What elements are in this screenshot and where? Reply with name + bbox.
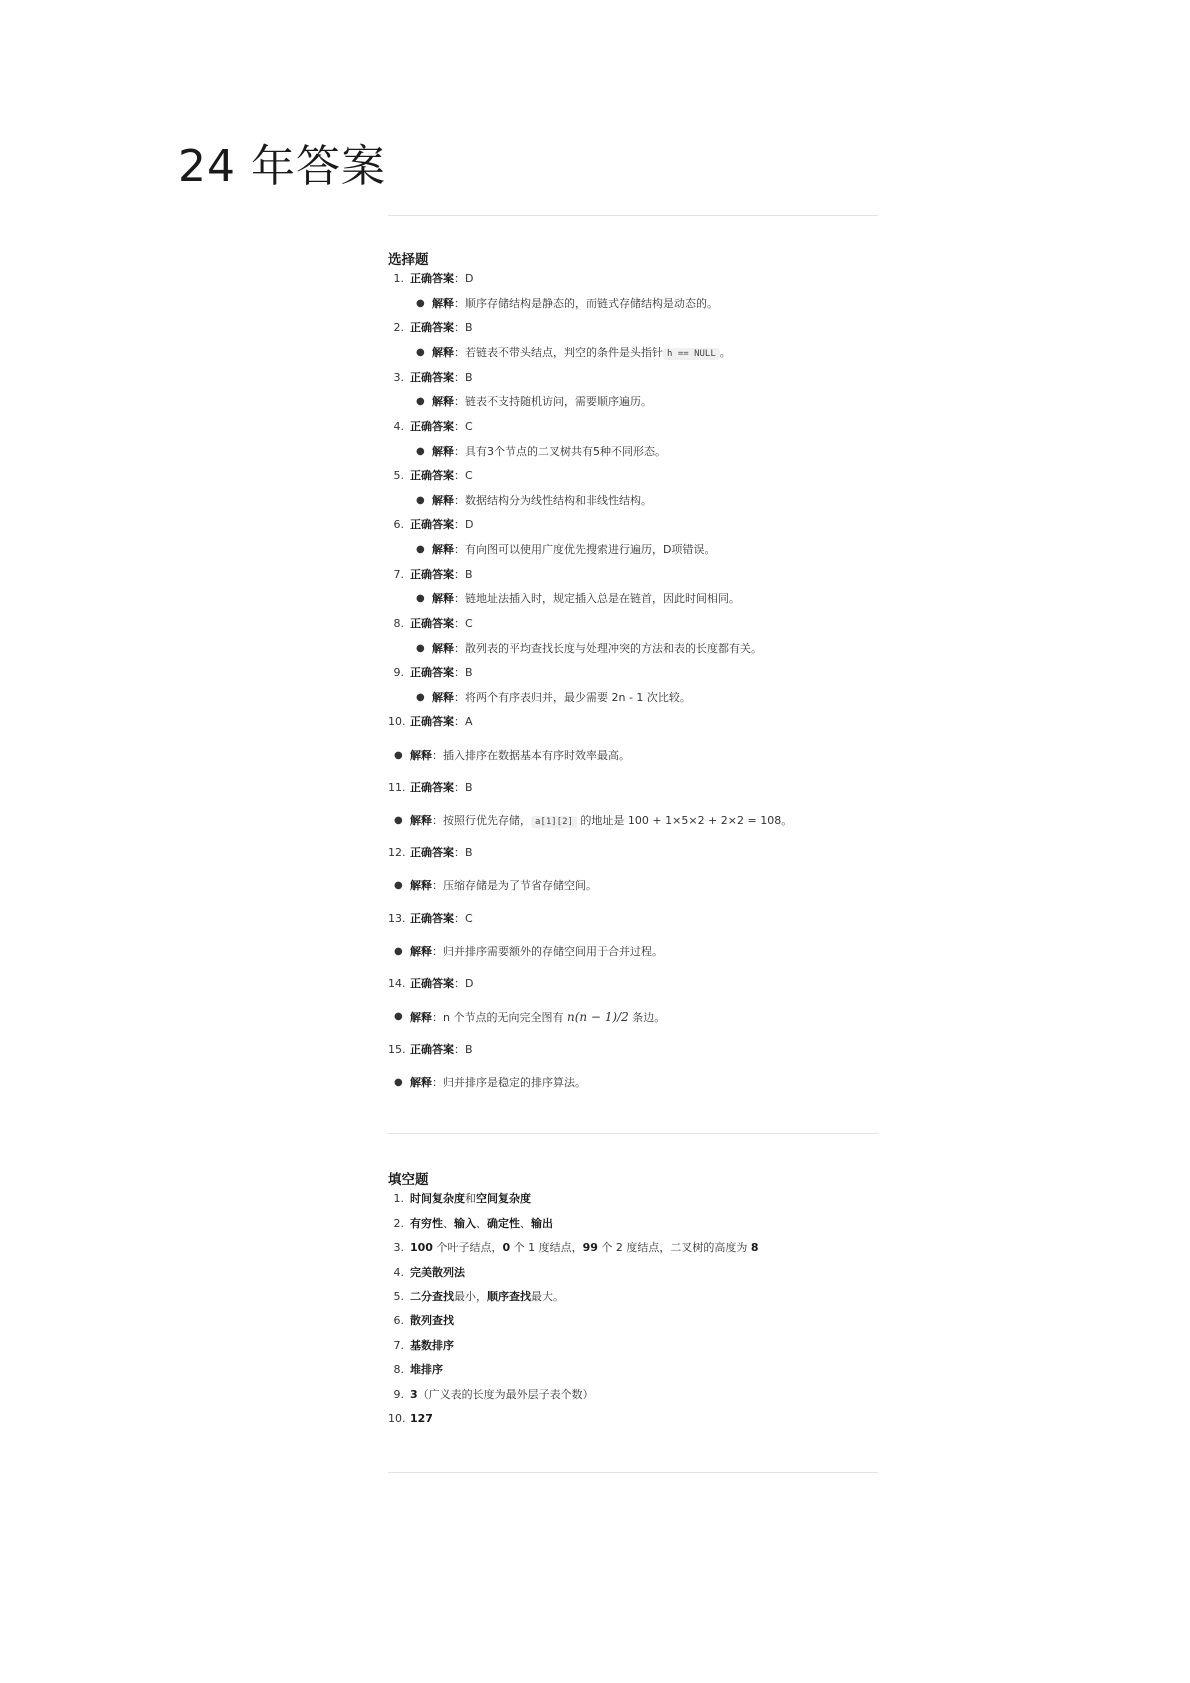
explain-text: 压缩存储是为了节省存储空间。 bbox=[443, 879, 597, 892]
label-separator: ： bbox=[432, 814, 443, 827]
label-separator: ： bbox=[454, 617, 465, 630]
answer-value: D bbox=[465, 977, 474, 990]
label-separator: ： bbox=[454, 494, 465, 507]
choice-answer bbox=[410, 781, 473, 795]
choice-explain bbox=[432, 691, 691, 705]
answer-label: 正确答案 bbox=[410, 617, 454, 630]
fill-answer bbox=[410, 1314, 454, 1328]
explain-text: 插入排序在数据基本有序时效率最高。 bbox=[443, 749, 630, 762]
choice-answer bbox=[410, 977, 473, 991]
label-separator: ： bbox=[454, 1043, 465, 1056]
choice-answer bbox=[410, 1043, 473, 1057]
label-separator: ： bbox=[454, 592, 465, 605]
fill-text: 和 bbox=[465, 1192, 476, 1205]
choice-answer bbox=[410, 617, 473, 631]
explain-text: 顺序存储结构是静态的，而链式存储结构是动态的。 bbox=[465, 297, 718, 310]
fill-answer bbox=[410, 1412, 433, 1426]
fill-keyword: 时间复杂度 bbox=[410, 1192, 465, 1205]
choice-answer bbox=[410, 715, 473, 729]
fill-number: 2. bbox=[393, 1217, 404, 1230]
explain-label: 解释 bbox=[432, 543, 454, 556]
choice-number: 11. bbox=[388, 781, 406, 794]
answer-label: 正确答案 bbox=[410, 977, 454, 990]
choice-number: 9. bbox=[393, 666, 404, 679]
fill-text: 、 bbox=[476, 1217, 487, 1230]
explain-text: 若链表不带头结点，判空的条件是头指针 bbox=[465, 346, 663, 359]
choice-number: 13. bbox=[388, 912, 406, 925]
choice-explain bbox=[432, 592, 740, 606]
label-separator: ： bbox=[454, 469, 465, 482]
label-separator: ： bbox=[454, 977, 465, 990]
label-separator: ： bbox=[454, 912, 465, 925]
fill-number: 5. bbox=[393, 1290, 404, 1303]
bullet-dot: ● bbox=[416, 593, 425, 604]
explain-label: 解释 bbox=[410, 1076, 432, 1089]
fill-keyword: 99 bbox=[582, 1241, 598, 1254]
explain-label: 解释 bbox=[432, 691, 454, 704]
answer-value: A bbox=[465, 715, 473, 728]
explain-text: 。 bbox=[719, 346, 731, 359]
explain-label: 解释 bbox=[432, 642, 454, 655]
label-separator: ： bbox=[454, 445, 465, 458]
fill-text: 个 2 度结点，二叉树的高度为 bbox=[597, 1241, 751, 1254]
fill-number: 8. bbox=[393, 1363, 404, 1376]
fill-number: 1. bbox=[393, 1192, 404, 1205]
explain-text: 散列表的平均查找长度与处理冲突的方法和表的长度都有关。 bbox=[465, 642, 762, 655]
answer-label: 正确答案 bbox=[410, 321, 454, 334]
fill-text: 、 bbox=[443, 1217, 454, 1230]
fill-keyword: 8 bbox=[750, 1241, 759, 1254]
answer-value: B bbox=[465, 781, 473, 794]
label-separator: ： bbox=[454, 518, 465, 531]
explain-label: 解释 bbox=[432, 445, 454, 458]
choice-answer bbox=[410, 912, 473, 926]
answer-value: B bbox=[465, 568, 473, 581]
bullet-dot: ● bbox=[394, 815, 403, 826]
choice-number: 8. bbox=[393, 617, 404, 630]
bullet-dot: ● bbox=[394, 750, 403, 761]
fill-number: 3. bbox=[393, 1241, 404, 1254]
answer-value: C bbox=[465, 420, 473, 433]
fill-keyword: 有穷性 bbox=[410, 1217, 443, 1230]
choice-explain bbox=[410, 1076, 586, 1090]
explain-text: 具有3个节点的二叉树共有5种不同形态。 bbox=[465, 445, 666, 458]
fill-keyword: 输出 bbox=[531, 1217, 553, 1230]
answer-value: B bbox=[465, 371, 473, 384]
fill-keyword: 堆排序 bbox=[410, 1363, 443, 1376]
answer-value: B bbox=[465, 666, 473, 679]
choice-answer bbox=[410, 420, 473, 434]
choice-explain bbox=[410, 749, 630, 763]
answer-value: D bbox=[465, 272, 474, 285]
label-separator: ： bbox=[454, 568, 465, 581]
choice-number: 7. bbox=[393, 568, 404, 581]
fill-keyword: 100 bbox=[410, 1241, 433, 1254]
label-separator: ： bbox=[454, 321, 465, 334]
label-separator: ： bbox=[454, 420, 465, 433]
choice-number: 4. bbox=[393, 420, 404, 433]
fill-section-title: 填空题 bbox=[388, 1172, 429, 1188]
bullet-dot: ● bbox=[416, 692, 425, 703]
bullet-dot: ● bbox=[416, 396, 425, 407]
choice-number: 6. bbox=[393, 518, 404, 531]
label-separator: ： bbox=[432, 879, 443, 892]
label-separator: ： bbox=[432, 1076, 443, 1089]
fill-answer bbox=[410, 1266, 465, 1280]
answer-label: 正确答案 bbox=[410, 781, 454, 794]
answer-label: 正确答案 bbox=[410, 272, 454, 285]
answer-label: 正确答案 bbox=[410, 1043, 454, 1056]
explain-text: 数据结构分为线性结构和非线性结构。 bbox=[465, 494, 652, 507]
label-separator: ： bbox=[454, 715, 465, 728]
fill-answer bbox=[410, 1241, 759, 1255]
answer-label: 正确答案 bbox=[410, 518, 454, 531]
answer-label: 正确答案 bbox=[410, 420, 454, 433]
page-title: 24 年答案 bbox=[178, 141, 386, 192]
choice-number: 15. bbox=[388, 1043, 406, 1056]
choice-explain bbox=[410, 814, 792, 829]
fill-keyword: 散列查找 bbox=[410, 1314, 454, 1327]
choice-answer bbox=[410, 371, 473, 385]
answer-label: 正确答案 bbox=[410, 568, 454, 581]
label-separator: ： bbox=[432, 945, 443, 958]
explain-text: 将两个有序表归并，最少需要 2n - 1 次比较。 bbox=[465, 691, 691, 704]
answer-label: 正确答案 bbox=[410, 371, 454, 384]
fill-keyword: 完美散列法 bbox=[410, 1266, 465, 1279]
explain-text: 链地址法插入时，规定插入总是在链首，因此时间相同。 bbox=[465, 592, 740, 605]
fill-number: 7. bbox=[393, 1339, 404, 1352]
bullet-dot: ● bbox=[416, 643, 425, 654]
answer-label: 正确答案 bbox=[410, 846, 454, 859]
divider-middle bbox=[388, 1133, 878, 1134]
fill-keyword: 二分查找 bbox=[410, 1290, 454, 1303]
choice-section-title: 选择题 bbox=[388, 252, 429, 268]
label-separator: ： bbox=[454, 846, 465, 859]
choice-answer bbox=[410, 469, 473, 483]
answer-value: C bbox=[465, 469, 473, 482]
label-separator: ： bbox=[454, 691, 465, 704]
choice-explain bbox=[432, 543, 715, 557]
explain-text: 的地址是 100 + 1×5×2 + 2×2 = 108。 bbox=[576, 814, 793, 827]
fill-text: 最大。 bbox=[531, 1290, 564, 1303]
choice-explain bbox=[410, 1010, 665, 1025]
bullet-dot: ● bbox=[416, 298, 425, 309]
label-separator: ： bbox=[454, 642, 465, 655]
label-separator: ： bbox=[454, 272, 465, 285]
answer-value: C bbox=[465, 617, 473, 630]
bullet-dot: ● bbox=[416, 544, 425, 555]
answer-value: D bbox=[465, 518, 474, 531]
explain-text: 归并排序需要额外的存储空间用于合并过程。 bbox=[443, 945, 663, 958]
explain-label: 解释 bbox=[432, 297, 454, 310]
bullet-dot: ● bbox=[394, 1077, 403, 1088]
fill-text: 、 bbox=[520, 1217, 531, 1230]
bullet-dot: ● bbox=[416, 446, 425, 457]
explain-label: 解释 bbox=[410, 814, 432, 827]
fill-number: 4. bbox=[393, 1266, 404, 1279]
choice-answer bbox=[410, 321, 473, 335]
choice-number: 5. bbox=[393, 469, 404, 482]
explain-label: 解释 bbox=[432, 494, 454, 507]
label-separator: ： bbox=[432, 749, 443, 762]
explain-label: 解释 bbox=[410, 749, 432, 762]
choice-explain bbox=[410, 879, 597, 893]
choice-explain bbox=[432, 346, 731, 361]
fill-answer bbox=[410, 1363, 443, 1377]
label-separator: ： bbox=[454, 371, 465, 384]
answer-value: C bbox=[465, 912, 473, 925]
math-expression: n(n − 1)/2 bbox=[566, 1010, 629, 1024]
fill-number: 6. bbox=[393, 1314, 404, 1327]
choice-answer bbox=[410, 846, 473, 860]
fill-keyword: 基数排序 bbox=[410, 1339, 454, 1352]
choice-explain bbox=[432, 642, 762, 656]
fill-answer bbox=[410, 1290, 564, 1304]
fill-keyword: 输入 bbox=[454, 1217, 476, 1230]
fill-answer bbox=[410, 1217, 553, 1231]
fill-number: 10. bbox=[388, 1412, 406, 1425]
bullet-dot: ● bbox=[416, 495, 425, 506]
choice-explain bbox=[432, 395, 652, 409]
answer-label: 正确答案 bbox=[410, 666, 454, 679]
explain-text: 有向图可以使用广度优先搜索进行遍历，D项错误。 bbox=[465, 543, 716, 556]
fill-keyword: 顺序查找 bbox=[487, 1290, 531, 1303]
bullet-dot: ● bbox=[394, 1011, 403, 1022]
fill-keyword: 3 bbox=[410, 1388, 418, 1401]
answer-value: B bbox=[465, 321, 473, 334]
answer-value: B bbox=[465, 846, 473, 859]
explain-text: 链表不支持随机访问，需要顺序遍历。 bbox=[465, 395, 652, 408]
inline-code: h == NULL bbox=[663, 348, 720, 360]
explain-label: 解释 bbox=[432, 592, 454, 605]
explain-label: 解释 bbox=[432, 346, 454, 359]
fill-keyword: 确定性 bbox=[487, 1217, 520, 1230]
label-separator: ： bbox=[454, 297, 465, 310]
choice-answer bbox=[410, 568, 473, 582]
fill-keyword: 0 bbox=[502, 1241, 511, 1254]
fill-keyword: 空间复杂度 bbox=[476, 1192, 531, 1205]
label-separator: ： bbox=[454, 346, 465, 359]
choice-answer bbox=[410, 666, 473, 680]
label-separator: ： bbox=[454, 781, 465, 794]
fill-text: 个叶子结点， bbox=[432, 1241, 503, 1254]
bullet-dot: ● bbox=[416, 347, 425, 358]
label-separator: ： bbox=[454, 666, 465, 679]
choice-number: 10. bbox=[388, 715, 406, 728]
fill-number: 9. bbox=[393, 1388, 404, 1401]
choice-number: 3. bbox=[393, 371, 404, 384]
explain-label: 解释 bbox=[410, 945, 432, 958]
explain-text: 按照行优先存储， bbox=[443, 814, 531, 827]
explain-label: 解释 bbox=[410, 879, 432, 892]
fill-answer bbox=[410, 1388, 594, 1402]
bullet-dot: ● bbox=[394, 946, 403, 957]
choice-answer bbox=[410, 272, 473, 286]
answer-label: 正确答案 bbox=[410, 912, 454, 925]
explain-text: n 个节点的无向完全图有 bbox=[443, 1011, 567, 1024]
explain-text: 归并排序是稳定的排序算法。 bbox=[443, 1076, 586, 1089]
divider-bottom bbox=[388, 1472, 878, 1473]
choice-number: 1. bbox=[393, 272, 404, 285]
answer-label: 正确答案 bbox=[410, 715, 454, 728]
fill-text: 最小， bbox=[454, 1290, 487, 1303]
label-separator: ： bbox=[454, 395, 465, 408]
fill-answer bbox=[410, 1192, 531, 1206]
fill-keyword: 127 bbox=[410, 1412, 433, 1425]
choice-number: 12. bbox=[388, 846, 406, 859]
choice-answer bbox=[410, 518, 473, 532]
divider-top bbox=[388, 215, 878, 216]
label-separator: ： bbox=[432, 1011, 443, 1024]
bullet-dot: ● bbox=[394, 880, 403, 891]
label-separator: ： bbox=[454, 543, 465, 556]
fill-text: （广义表的长度为最外层子表个数） bbox=[417, 1388, 594, 1401]
explain-label: 解释 bbox=[410, 1011, 432, 1024]
choice-explain bbox=[432, 297, 718, 311]
choice-explain bbox=[410, 945, 663, 959]
answer-value: B bbox=[465, 1043, 473, 1056]
choice-explain bbox=[432, 494, 652, 508]
fill-text: 个 1 度结点， bbox=[510, 1241, 583, 1254]
fill-answer bbox=[410, 1339, 454, 1353]
choice-number: 14. bbox=[388, 977, 406, 990]
choice-number: 2. bbox=[393, 321, 404, 334]
answer-label: 正确答案 bbox=[410, 469, 454, 482]
inline-code: a[1][2] bbox=[531, 816, 577, 828]
explain-text: 条边。 bbox=[628, 1011, 666, 1024]
choice-explain bbox=[432, 445, 666, 459]
explain-label: 解释 bbox=[432, 395, 454, 408]
